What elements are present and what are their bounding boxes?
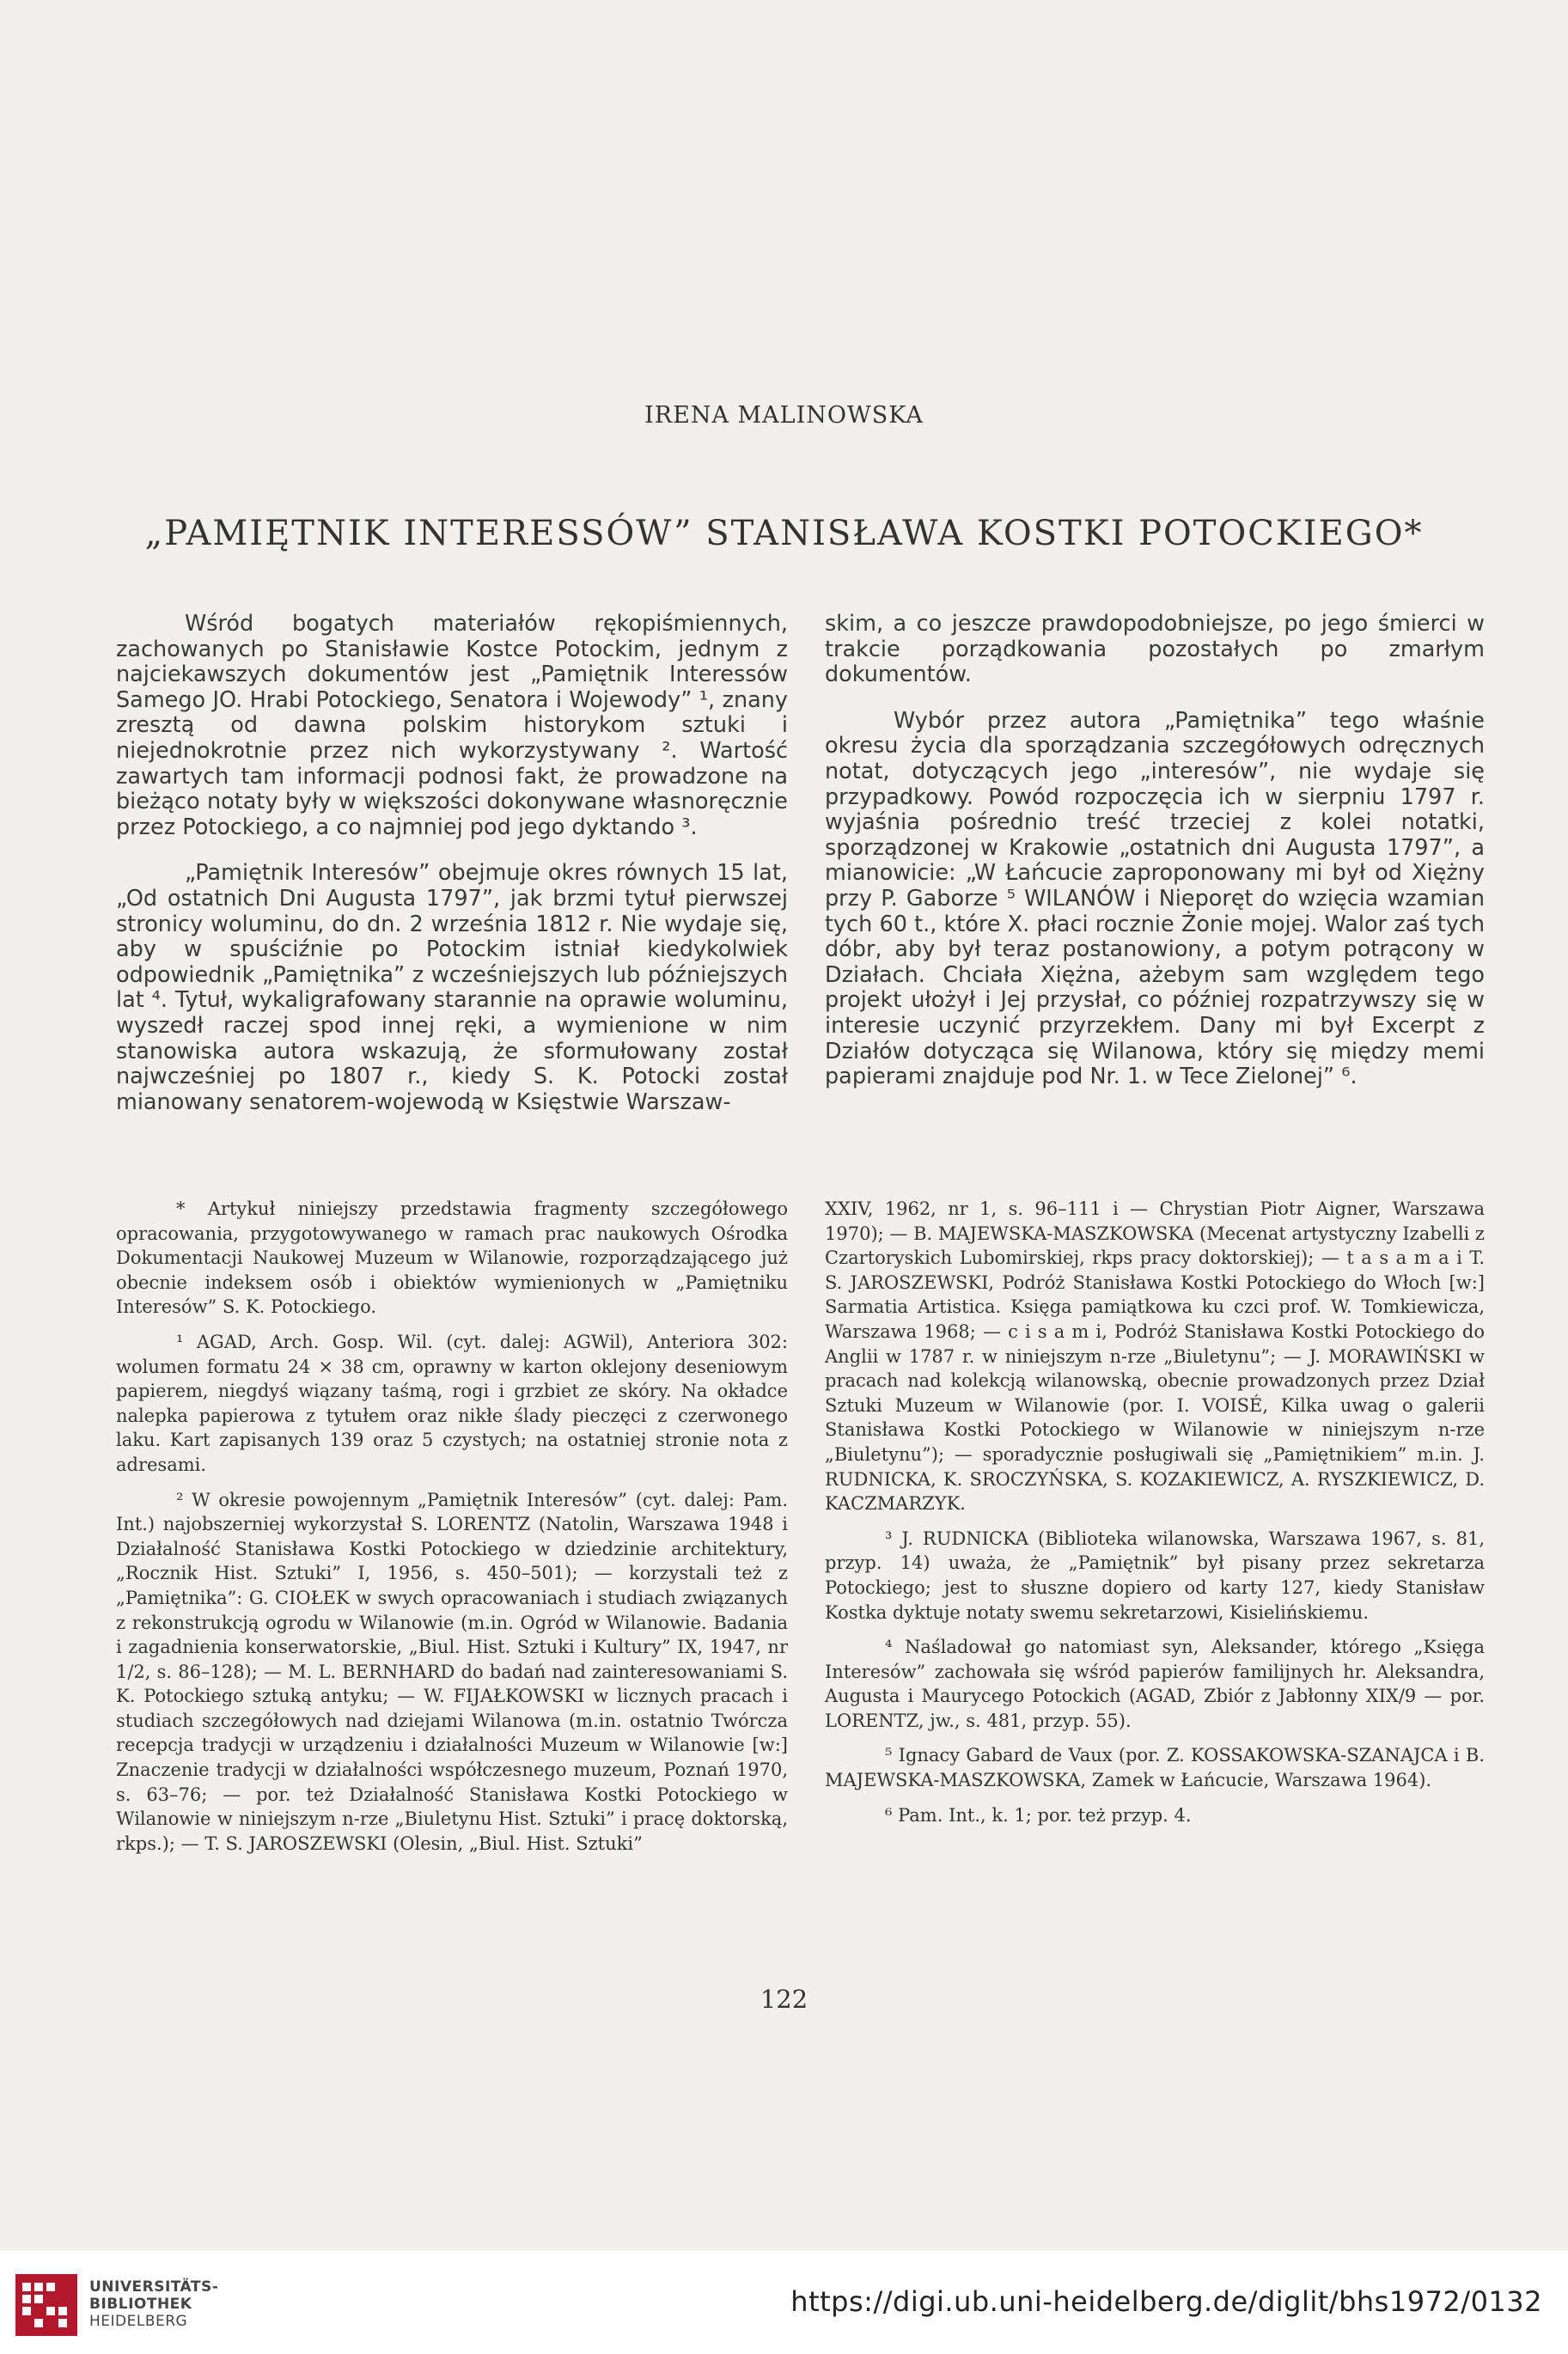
library-name[interactable] [89, 2278, 218, 2330]
footnotes-column-right [825, 1197, 1485, 1827]
footnote: ⁶ Pam. Int., k. 1; por. też przyp. 4. [885, 1804, 1192, 1826]
library-name-line: BIBLIOTHEK [89, 2296, 192, 2313]
body-column-right [825, 612, 1485, 1090]
footnote: XXIV, 1962, nr 1, s. 96–111 i — Chrystian Piotr Aigner, Warszawa 1970); — B. MAJEWSKA-MASZKOWSKA (Mecenat artystyczny Izabelli z Czartoryskich Lubomirskiej, rkps pracy doktorskiej); — t a s a m a i T. S. JAROSZEWSKI, Podróż Stanisława Kostki Potockiego do Włoch [w:] Sarmatia Artistica. Księga pamiątkowa ku czci prof. W. Tomkiewicza, Warszawa 1968; — c i s a m i, Podróż Stanisława Kostki Potockiego do Anglii w 1787 r. w niniejszym n-rze „Biuletynu”; — J. MORAWIŃSKI w pracach nad kolekcją wilanowską, obecnie prowadzonych przez Dział Sztuki Muzeum w Wilanowie (por. I. VOISÉ, Kilka uwag o galerii Stanisława Kostki Potockiego w Wilanowie w niniejszym n-rze „Biuletynu”); — sporadycznie posługiwali się „Pamiętnikiem” m.in. J. RUDNICKA, K. SROCZYŃSKA, S. KOZAKIEWICZ, A. RYSZKIEWICZ, D. KACZMARZYK. [825, 1198, 1485, 1515]
footnotes-column-left [116, 1197, 788, 1856]
heidelberg-library-logo-icon[interactable] [15, 2274, 77, 2336]
library-name-line: UNIVERSITÄTS- [89, 2278, 219, 2296]
article-title: „PAMIĘTNIK INTERESSÓW” STANISŁAWA KOSTKI POTOCKIEGO* [144, 514, 1424, 553]
footnote: ⁴ Naśladował go natomiast syn, Aleksander, którego „Księga Interesów” zachowała się wśród papierów familijnych hr. Aleksandra, Augusta i Maurycego Potockich (AGAD, Zbiór z Jabłonny XIX/9 — por. LORENTZ, jw., s. 481, przyp. 55). [825, 1637, 1485, 1731]
footnote: ⁵ Ignacy Gabard de Vaux (por. Z. KOSSAKOWSKA-SZANAJCA i B. MAJEWSKA-MASZKOWSKA, Zamek w Łańcucie, Warszawa 1964). [825, 1745, 1485, 1791]
library-name-line: HEIDELBERG [89, 2313, 188, 2330]
footnote: ³ J. RUDNICKA (Biblioteka wilanowska, Warszawa 1967, s. 81, przyp. 14) uważa, że „Pamiętnik” był pisany przez sekretarza Potockiego; jest to słuszne dopiero od karty 127, kiedy Stanisław Kostka dyktuje notaty swemu sekretarzowi, Kisielińskiemu. [825, 1528, 1485, 1623]
body-paragraph: Wybór przez autora „Pamiętnika” tego właśnie okresu życia dla sporządzania szczegółowych odręcznych notat, dotyczących jego „interesów”, nie wydaje się przypadkowy. Powód rozpoczęcia ich w sierpniu 1797 r. wyjaśnia pośrednio treść trzeciej z kolei notatki, sporządzonej w Krakowie „ostatnich dni Augusta 1797”, a mianowicie: „W Łańcucie zaproponowany mi był od Xiężny przy P. Gaborze ⁵ WILANÓW i Nieporęt do wzięcia wzamian tych 60 t., które X. płaci rocznie Żonie mojej. Walor zaś tych dóbr, aby był teraz postanowiony, a potym potrącony w Działach. Chciała Xiężna, ażebym sam względem tego projekt ułożył i Jej przysłał, co później rozpatrzywszy się w interesie uczynić przyrzekłem. Dany mi był Excerpt z Działów dotycząca się Wilanowa, który się między memi papierami znajduje pod Nr. 1. w Tece Zielonej” ⁶. [825, 707, 1485, 1090]
footnote: ¹ AGAD, Arch. Gosp. Wil. (cyt. dalej: AGWil), Anteriora 302: wolumen formatu 24 × 38 cm, oprawny w karton oklejony deseniowym papierem, niegdyś wiązany taśmą, rogi i grzbiet ze skóry. Na okładce nalepka papierowa z tytułem oraz nikłe ślady pieczęci z czerwonego laku. Kart zapisanych 139 oraz 5 czystych; na ostatniej stronie nota z adresami. [116, 1331, 788, 1475]
body-paragraph: „Pamiętnik Interesów” obejmuje okres równych 15 lat, „Od ostatnich Dni Augusta 1797”, jak brzmi tytuł pierwszej stronicy woluminu, do dn. 2 września 1812 r. Nie wydaje się, aby w spuściźnie po Potockim istniał kiedykolwiek odpowiednik „Pamiętnika” z wcześniejszych lub późniejszych lat ⁴. Tytuł, wykaligrafowany starannie na oprawie woluminu, wyszedł raczej spod innej ręki, a wymienione w nim stanowiska autora wskazują, że sformułowany został najwcześniej po 1807 r., kiedy S. K. Potocki został mianowany senatorem-wojewodą w Księstwie Warszaw- [116, 860, 788, 1115]
body-column-left [116, 612, 788, 1115]
body-paragraph: Wśród bogatych materiałów rękopiśmiennych, zachowanych po Stanisławie Kostce Potockim, jednym z najciekawszych dokumentów jest „Pamiętnik Interessów Samego JO. Hrabi Potockiego, Senatora i Wojewody” ¹, znany zresztą od dawna polskim historykom sztuki i niejednokrotnie przez nich wykorzystywany ². Wartość zawartych tam informacji podnosi fakt, że prowadzone na bieżąco notaty były w większości dokonywane własnoręcznie przez Potockiego, a co najmniej pod jego dyktando ³. [116, 611, 788, 840]
footnote: * Artykuł niniejszy przedstawia fragmenty szczegółowego opracowania, przygotowywanego w ramach prac naukowych Ośrodka Dokumentacji Naukowej Muzeum w Wilanowie, rozporządzającego już obecnie indeksem osób i obiektów wymienionych w „Pamiętniku Interesów” S. K. Potockiego. [116, 1198, 788, 1318]
page-number: 122 [760, 1985, 808, 2014]
document-url-link[interactable]: https://digi.ub.uni-heidelberg.de/diglit/bhs1972/0132 [790, 2285, 1542, 2318]
footnote: ² W okresie powojennym „Pamiętnik Interesów” (cyt. dalej: Pam. Int.) najobszerniej wykorzystał S. LORENTZ (Natolin, Warszawa 1948 i Działalność Stanisława Kostki Potockiego w dziedzinie architektury, „Rocznik Hist. Sztuki” I, 1956, s. 450–501); — korzystali też z „Pamiętnika”: G. CIOŁEK w swych opracowaniach i studiach związanych z rekonstrukcją ogrodu w Wilanowie (m.in. Ogród w Wilanowie. Badania i zagadnienia konserwatorskie, „Biul. Hist. Sztuki i Kultury” IX, 1947, nr 1/2, s. 86–128); — M. L. BERNHARD do badań nad zainteresowaniami S. K. Potockiego sztuką antyku; — W. FIJAŁKOWSKI w licznych pracach i studiach szczegółowych nad dziejami Wilanowa (m.in. ostatnio Twórcza recepcja tradycji w urządzeniu i działalności Muzeum w Wilanowie [w:] Znaczenie tradycji w działalności współczesnego muzeum, Poznań 1970, s. 63–76; — por. też Działalność Stanisława Kostki Potockiego w Wilanowie w niniejszym n-rze „Biuletynu Hist. Sztuki” i pracę doktorską, rkps.); — T. S. JAROSZEWSKI (Olesin, „Biul. Hist. Sztuki” [116, 1489, 788, 1854]
body-paragraph: skim, a co jeszcze prawdopodobniejsze, po jego śmierci w trakcie porządkowania pozostałych po zmarłym dokumentów. [825, 611, 1485, 688]
article-author: IRENA MALINOWSKA [644, 402, 924, 429]
